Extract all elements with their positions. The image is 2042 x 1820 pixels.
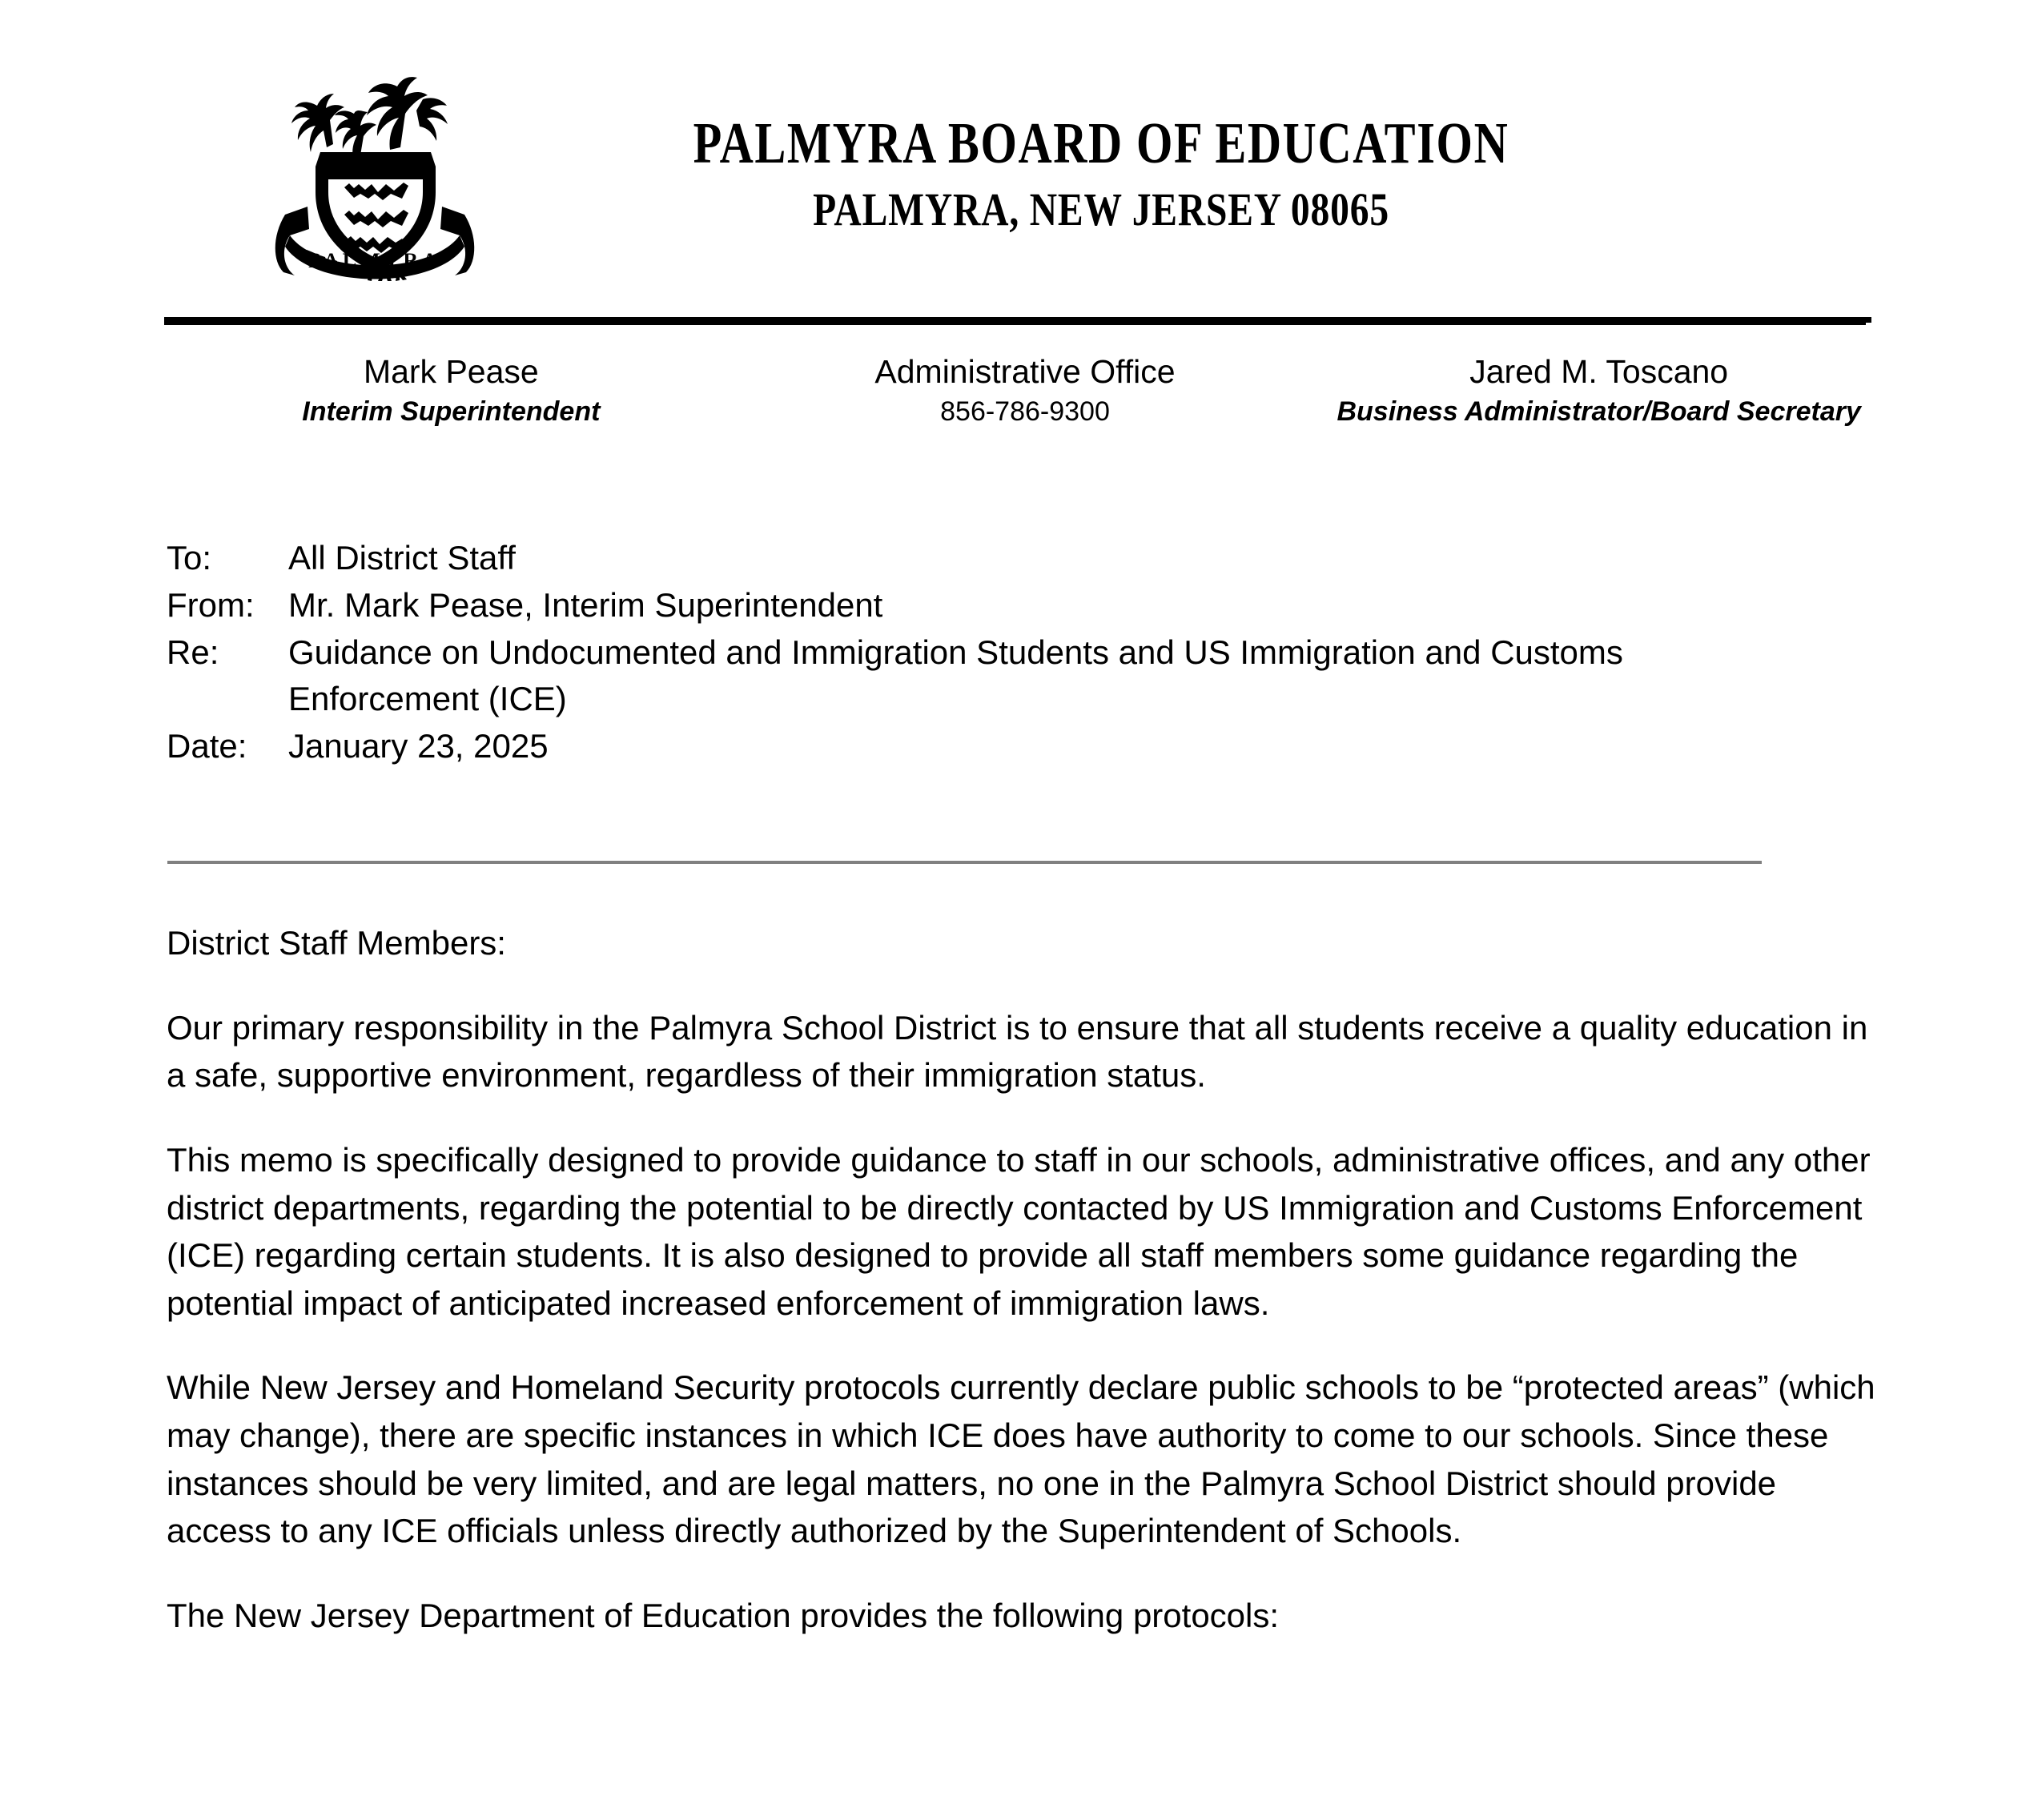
memo-line-from	[167, 582, 1880, 629]
letterhead	[0, 0, 2042, 272]
organization-subtitle: PALMYRA, NEW JERSEY 08065	[813, 183, 1389, 235]
memo-label-re: Re:	[167, 633, 219, 671]
memo-body-divider-rule	[167, 861, 1762, 864]
memo-body	[167, 919, 1884, 1640]
memo-value-to: All District Staff	[288, 539, 516, 577]
crest-banner-text: PALMYRA	[308, 249, 441, 272]
palmyra-crest-icon	[271, 58, 479, 290]
memo-value-re: Guidance on Undocumented and Immigration Students and US Immigration and Customs Enforcement (ICE)	[288, 633, 1623, 718]
administrative-office-phone: 856-786-9300	[940, 396, 1110, 428]
body-paragraph-1: Our primary responsibility in the Palmyra School District is to ensure that all students receive a quality education in a safe, supportive environment, regardless of their immigration status.	[167, 1008, 1868, 1095]
memo-label-from: From:	[167, 585, 255, 624]
contact-column-business-administrator	[1312, 352, 1886, 428]
administrative-office-label: Administrative Office	[874, 353, 1176, 390]
memo-line-date	[167, 723, 1880, 770]
memo-value-date: January 23, 2025	[288, 727, 549, 765]
organization-title: PALMYRA BOARD OF EDUCATION	[693, 110, 1509, 175]
superintendent-name: Mark Pease	[363, 353, 539, 390]
superintendent-title: Interim Superintendent	[302, 396, 601, 428]
contact-column-superintendent	[164, 352, 738, 428]
body-paragraph-2: This memo is specifically designed to provide guidance to staff in our schools, administrative offices, and any other district departments, regarding the potential to be directly contacted by US Immigration and Customs Enforcement (ICE) regarding certain students. It is also designed to provide all staff members some guidance regarding the potential impact of anticipated increased enforcement of immigration laws.	[167, 1140, 1871, 1322]
business-administrator-name: Jared M. Toscano	[1469, 353, 1729, 390]
business-administrator-title: Business Administrator/Board Secretary	[1337, 396, 1861, 428]
letterhead-divider-rule-cap	[1854, 317, 1871, 323]
memo-label-date: Date:	[167, 727, 247, 765]
memo-value-from: Mr. Mark Pease, Interim Superintendent	[288, 585, 883, 624]
body-paragraph-4: The New Jersey Department of Education provides the following protocols:	[167, 1596, 1280, 1634]
masthead	[513, 112, 1690, 237]
contact-column-office	[738, 352, 1312, 428]
contact-row	[164, 352, 1886, 428]
memo-header-block	[167, 535, 1880, 770]
body-salutation: District Staff Members:	[167, 924, 506, 962]
memo-label-to: To:	[167, 539, 212, 577]
body-paragraph-3: While New Jersey and Homeland Security protocols currently declare public schools to be “protected areas” (which may change), there are specific instances in which ICE does have authority to come to our schools. Since these instances should be very limited, and are legal matters, no one in the Palmyra School District should provide access to any ICE officials unless directly authorized by the Superintendent of Schools.	[167, 1368, 1875, 1550]
memo-line-to	[167, 535, 1880, 582]
memo-line-re	[167, 629, 1880, 724]
letterhead-divider-rule	[164, 317, 1866, 325]
